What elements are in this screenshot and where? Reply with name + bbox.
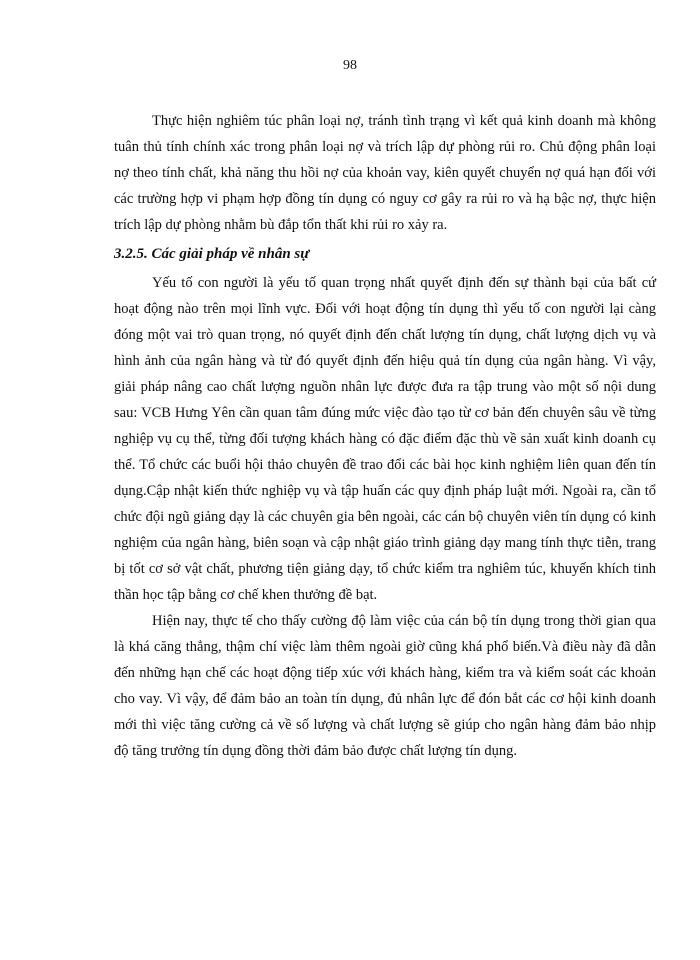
paragraph-human-factor: Yếu tố con người là yếu tố quan trọng nhất quyết định đến sự thành bại của bất cứ hoạt động nào trên mọi lĩnh vực. Đối với hoạt động tín dụng thì yếu tố con người lại càng đóng một vai trò quan trọng, nó quyết định đến chất lượng tín dụng, chất lượng dịch vụ và hình ảnh của ngân hàng và từ đó quyết định đến hiệu quả tín dụng của ngân hàng. Vì vậy, giải pháp nâng cao chất lượng nguồn nhân lực được đưa ra tập trung vào một số nội dung sau: VCB Hưng Yên cần quan tâm đúng mức việc đào tạo từ cơ bản đến chuyên sâu về từng nghiệp vụ cụ thể, từng đối tượng khách hàng có đặc điểm đặc thù về sản xuất kinh doanh cụ thể. Tổ chức các buổi hội thảo chuyên đề trao đổi các bài học kinh nghiệm liên quan đến tín dụng.Cập nhật kiến thức nghiệp vụ và tập huấn các quy định pháp luật mới. Ngoài ra, cần tổ chức đội ngũ giảng dạy là các chuyên gia bên ngoài, các cán bộ chuyên viên tín dụng có kinh nghiệm của ngân hàng, biên soạn và cập nhật giáo trình giảng dạy mang tính thực tiễn, trang bị tốt cơ sở vật chất, phương tiện giảng dạy, tổ chức kiểm tra nghiêm túc, khuyến khích tinh thần học tập bằng cơ chế khen thưởng đề bạt. [114,275,656,603]
section-heading: 3.2.5. Các giải pháp về nhân sự [114,246,310,262]
paragraph-debt-classification: Thực hiện nghiêm túc phân loại nợ, tránh tình trạng vì kết quả kinh doanh mà không tuân thủ tính chính xác trong phân loại nợ và trích lập dự phòng rủi ro. Chủ động phân loại nợ theo tính chất, khả năng thu hồi nợ của khoản vay, kiên quyết chuyển nợ quá hạn đối với các trường hợp vi phạm hợp đồng tín dụng có nguy cơ gây ra rủi ro và hạ bậc nợ, thực hiện trích lập dự phòng nhằm bù đắp tổn thất khi rủi ro xảy ra. [114,113,656,233]
paragraph-workload: Hiện nay, thực tế cho thấy cường độ làm việc của cán bộ tín dụng trong thời gian qua là khá căng thẳng, thậm chí việc làm thêm ngoài giờ cũng khá phổ biến.Và điều này đã dẫn đến những hạn chế các hoạt động tiếp xúc với khách hàng, kiểm tra và kiểm soát các khoản cho vay. Vì vậy, để đảm bảo an toàn tín dụng, đủ nhân lực để đón bắt các cơ hội kinh doanh mới thì việc tăng cường cả về số lượng và chất lượng sẽ giúp cho ngân hàng đảm bảo nhịp độ tăng trưởng tín dụng đồng thời đảm bảo được chất lượng tín dụng. [114,613,656,759]
page-body [114,108,656,764]
page-number: 98 [343,58,357,73]
